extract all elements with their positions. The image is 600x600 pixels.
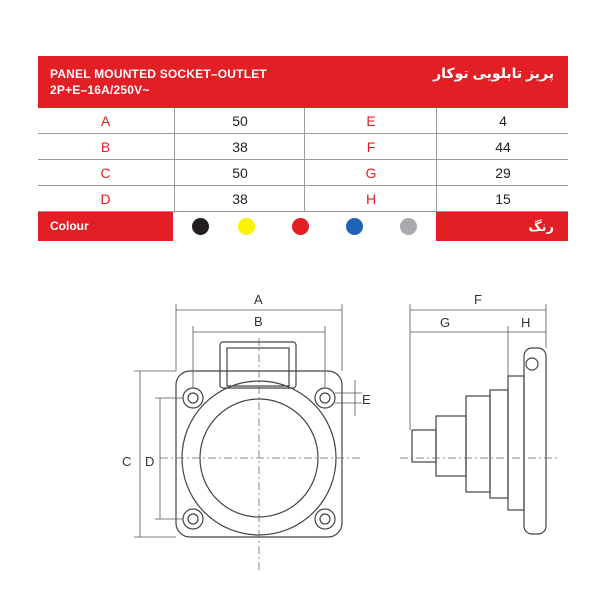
product-title-line1: PANEL MOUNTED SOCKET–OUTLET [50,67,267,81]
dim-label: A [100,113,111,129]
dim-value: 4 [436,108,569,133]
dim-value: 50 [174,160,305,185]
side-view [412,348,546,534]
table-row [38,108,568,134]
dim-value: 38 [174,134,305,159]
dim-label: H [304,186,437,211]
side-terminal [412,430,436,462]
side-terminal-block [436,416,466,476]
colour-label: Colour [38,212,173,241]
mount-hole-tr [315,388,335,408]
product-title [50,66,267,98]
dim-label-d: D [145,454,155,469]
dim-value: 38 [174,186,305,211]
colour-swatch-grey [400,218,417,235]
dim-label-c: C [122,454,132,469]
technical-drawing [0,280,600,600]
table-row [38,160,568,186]
dim-value: 15 [436,186,569,211]
mount-hole-bl [183,509,203,529]
colour-swatch-red [292,218,309,235]
dim-label: G [304,160,437,185]
dim-label-a: A [254,292,263,307]
table-row [38,186,568,212]
mount-hole-tl [183,388,203,408]
colour-label-fa: رنگ [436,212,568,241]
dim-label-b: B [254,314,263,329]
side-body-step [490,390,508,498]
side-rear [466,396,490,492]
dim-label: C [100,165,111,181]
dim-value: 44 [436,134,569,159]
dim-value: 50 [174,108,305,133]
dim-label-h: H [521,315,531,330]
colour-swatch-black [192,218,209,235]
mount-hole-br [315,509,335,529]
spec-table [38,56,568,245]
dim-label-e: E [362,392,371,407]
product-title-line2: 2P+E–16A/250V~ [50,83,150,97]
dim-label: F [304,134,437,159]
table-row [38,134,568,160]
dim-label: E [304,108,437,133]
dim-label-g: G [440,315,451,330]
table-header [38,56,568,108]
side-body [508,376,524,510]
colour-swatch-yellow [238,218,255,235]
hinged-lid-inner [227,348,289,386]
product-title-fa: پریز تابلویی توکار [433,65,554,81]
side-flange [524,348,546,534]
colour-swatch-blue [346,218,363,235]
dim-label: D [100,191,111,207]
dim-label: B [100,139,111,155]
colour-row [38,212,568,241]
dim-label-f: F [474,292,482,307]
dim-value: 29 [436,160,569,185]
